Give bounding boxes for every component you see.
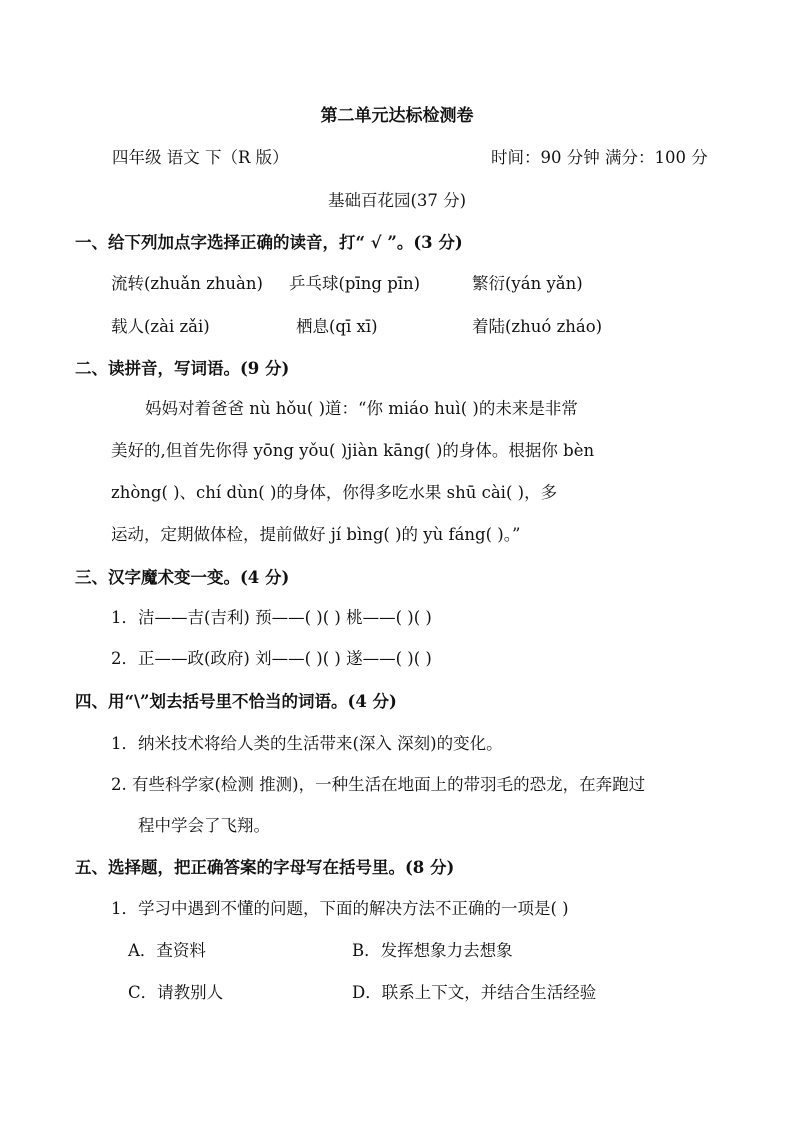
q2-line: 运动，定期做体检，提前做好 jí bìng( )的 yù fáng( )。” — [111, 525, 521, 544]
q1-item: 栖息(qī xī) — [296, 317, 378, 336]
q4-line: 2. 有些科学家(检测 推测)，一种生活在地面上的带羽毛的恐龙，在奔跑过 — [111, 775, 646, 794]
q2-line: zhòng( )、chí dùn( )的身体，你得多吃水果 shū cài( )，多 — [111, 483, 558, 502]
q5-option-c: C．请教别人 — [128, 983, 224, 1002]
part-title: 基础百花园(37 分) — [327, 191, 467, 210]
q3-line: 2．正——政(政府) 刘——( )( ) 遂——( )( ) — [111, 649, 432, 668]
q1-item: 载人(zài zǎi) — [111, 317, 210, 336]
q2-heading: 二、读拼音，写词语。(9 分) — [75, 359, 290, 378]
q5-option-d: D．联系上下文，并结合生活经验 — [352, 983, 597, 1002]
q1-item: 着陆(zhuó zháo) — [472, 317, 603, 336]
q3-line: 1．洁——吉(吉利) 预——( )( ) 桃——( )( ) — [111, 608, 432, 627]
q1-row-2 — [111, 316, 602, 338]
q5-option-b: B．发挥想象力去想象 — [352, 941, 513, 960]
q2-line: 妈妈对着爸爸 nù hǒu( )道：“你 miáo huì( )的未来是非常 — [145, 399, 578, 418]
q4-line: 1．纳米技术将给人类的生活带来(深入 深刻)的变化。 — [111, 734, 503, 753]
q3-heading: 三、汉字魔术变一变。(4 分) — [75, 568, 290, 587]
q1-item: 繁衍(yán yǎn) — [472, 274, 583, 293]
time-and-score: 时间：90 分钟 满分：100 分 — [491, 148, 708, 167]
q4-line: 程中学会了飞翔。 — [138, 816, 270, 835]
exam-title: 第二单元达标检测卷 — [320, 106, 474, 126]
q1-row-1 — [111, 273, 583, 295]
q5-option-a: A．查资料 — [128, 941, 206, 960]
q1-item: 乒乓球(pīng pīn) — [289, 274, 421, 293]
q5-question: 1．学习中遇到不懂的问题，下面的解决方法不正确的一项是( ) — [111, 899, 569, 918]
q5-heading: 五、选择题，把正确答案的字母写在括号里。(8 分) — [75, 858, 455, 877]
q2-line: 美好的,但首先你得 yōng yǒu( )jiàn kāng( )的身体。根据你 bèn — [111, 441, 595, 460]
grade-subject: 四年级 语文 下（R 版） — [112, 148, 289, 167]
q1-item: 流转(zhuǎn zhuàn) — [111, 274, 263, 293]
q4-heading: 四、用“\”划去括号里不恰当的词语。(4 分) — [75, 692, 397, 711]
q1-heading: 一、给下列加点字选择正确的读音，打“ √ ”。(3 分) — [75, 233, 463, 252]
